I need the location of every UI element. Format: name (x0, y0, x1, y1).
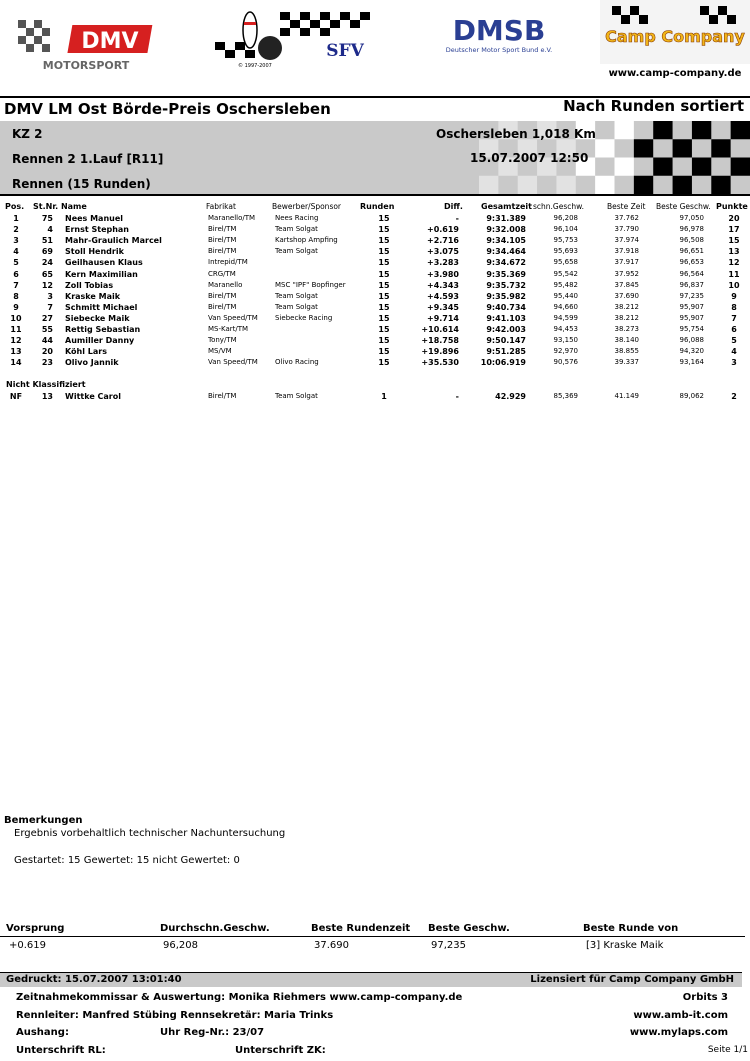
cell-points: 20 (728, 214, 740, 223)
table-row (0, 325, 750, 336)
cell-laps: 15 (378, 225, 390, 235)
cell-laps: 15 (378, 313, 390, 323)
cell-points: 12 (728, 258, 740, 268)
cell-start-number: 13 (41, 392, 53, 401)
col-pos: Pos. (5, 202, 25, 211)
cell-best-time: 38.855 (614, 347, 639, 356)
cell-best-speed: 96,837 (679, 280, 704, 289)
cell-points: 11 (728, 269, 740, 279)
col-diff: Diff. (444, 202, 463, 211)
dmsb-logo (440, 12, 558, 58)
cell-chassis: Birel/TM (208, 302, 237, 311)
cell-avg-speed: 90,576 (553, 358, 578, 367)
cell-laps: 15 (378, 358, 390, 368)
cell-avg-speed: 94,453 (553, 325, 578, 333)
cell-points: 17 (728, 225, 740, 235)
cell-total-time: 9:31.389 (486, 214, 526, 223)
cell-gap: +4.343 (426, 280, 459, 290)
cell-position: 9 (13, 302, 19, 312)
cell-best-speed: 97,235 (679, 291, 704, 300)
cell-best-speed: 95,754 (679, 325, 704, 333)
table-row (0, 292, 750, 303)
cell-driver-name: Olivo Jannik (65, 358, 119, 368)
cell-best-time: 37.952 (614, 269, 639, 278)
cell-best-time: 38.212 (614, 313, 639, 322)
sort-mode-label: Nach Runden sortiert (563, 97, 744, 115)
cell-avg-speed: 92,970 (553, 347, 578, 356)
cell-avg-speed: 95,658 (553, 258, 578, 267)
cell-best-time: 37.845 (614, 280, 639, 289)
cell-laps: 1 (381, 392, 387, 401)
cell-position: 1 (13, 214, 19, 223)
cell-driver-name: Aumiller Danny (65, 336, 135, 346)
cell-start-number: 44 (41, 336, 53, 346)
cell-best-time: 37.690 (614, 291, 639, 300)
table-row (0, 258, 750, 269)
summary-best-lap-by-label: Beste Runde von (583, 923, 679, 934)
race-officials: Rennleiter: Manfred Stübing Rennsekretär: Maria Trinks (16, 1010, 334, 1021)
sfv-copyright: © 1997-2007 (238, 63, 272, 69)
cell-driver-name: Nees Manuel (65, 214, 124, 223)
cell-points: 7 (731, 313, 737, 323)
event-title: DMV LM Ost Börde-Preis Oschersleben (4, 100, 331, 118)
timing-officials: Zeitnahmekommissar & Auswertung: Monika Riehmers www.camp-company.de (16, 992, 463, 1003)
cell-gap: +18.758 (421, 336, 459, 346)
cell-avg-speed: 96,208 (553, 214, 578, 222)
cell-best-time: 38.273 (614, 325, 639, 333)
cell-gap: +35.530 (421, 358, 459, 368)
amb-url: www.amb-it.com (633, 1010, 728, 1021)
cell-start-number: 75 (41, 214, 53, 223)
table-row (0, 270, 750, 281)
cell-avg-speed: 95,753 (553, 236, 578, 245)
cell-driver-name: Köhl Lars (65, 347, 107, 357)
cell-best-speed: 95,907 (679, 302, 704, 311)
cell-best-speed: 96,651 (679, 247, 704, 256)
race-datetime: 15.07.2007 12:50 (470, 151, 589, 165)
cell-position: 7 (13, 280, 19, 290)
cell-avg-speed: 95,693 (553, 247, 578, 256)
cell-position: 2 (13, 225, 19, 235)
summary-divider (0, 936, 745, 937)
cell-gap: +3.075 (426, 247, 459, 257)
camp-logo-text: Camp Company (605, 27, 745, 46)
summary-best-speed-value: 97,235 (431, 940, 466, 951)
cell-position: 10 (10, 313, 22, 323)
cell-total-time: 10:06.919 (480, 358, 526, 368)
cell-gap: +3.283 (426, 258, 459, 268)
cell-best-speed: 96,564 (679, 269, 704, 278)
table-row (0, 392, 750, 403)
cell-position: 6 (13, 269, 19, 279)
dmv-motorsport-logo (14, 10, 164, 72)
table-row (0, 225, 750, 236)
cell-best-speed: 89,062 (679, 392, 704, 400)
cell-points: 4 (731, 347, 737, 357)
table-row (0, 347, 750, 358)
cell-start-number: 7 (47, 302, 53, 312)
track-name: Oschersleben 1,018 Km (436, 127, 596, 141)
cell-best-time: 37.790 (614, 225, 639, 234)
cell-sponsor: Olivo Racing (275, 358, 319, 367)
cell-points: 2 (731, 392, 737, 401)
cell-best-speed: 97,050 (679, 214, 704, 222)
summary-lead-label: Vorsprung (6, 923, 65, 934)
cell-best-time: 37.762 (614, 214, 639, 222)
cell-start-number: 20 (41, 347, 53, 357)
race-name: Rennen 2 1.Lauf [R11] (12, 152, 164, 166)
cell-sponsor: Team Solgat (275, 225, 318, 234)
table-row (0, 336, 750, 347)
orbits-version: Orbits 3 (682, 992, 728, 1003)
cell-gap: - (455, 392, 459, 401)
col-sponsor: Bewerber/Sponsor (272, 202, 342, 211)
cell-total-time: 9:50.147 (486, 336, 526, 346)
cell-laps: 15 (378, 336, 390, 346)
summary-best-lap-label: Beste Rundenzeit (311, 923, 411, 934)
cell-start-number: 12 (41, 280, 53, 290)
printed-timestamp: Gedruckt: 15.07.2007 13:01:40 (6, 974, 182, 985)
cell-laps: 15 (378, 280, 390, 290)
cell-driver-name: Mahr-Graulich Marcel (65, 236, 162, 246)
cell-gap: +2.716 (426, 236, 459, 246)
cell-chassis: CRG/TM (208, 269, 236, 278)
cell-chassis: Van Speed/TM (208, 313, 258, 322)
cell-laps: 15 (378, 247, 390, 257)
cell-avg-speed: 95,482 (553, 280, 578, 289)
cell-chassis: Birel/TM (208, 392, 237, 400)
cell-best-speed: 96,088 (679, 336, 704, 345)
cell-position: 4 (13, 247, 19, 257)
cell-points: 15 (728, 236, 740, 246)
cell-driver-name: Schmitt Michael (65, 302, 138, 312)
cell-chassis: Van Speed/TM (208, 358, 258, 367)
cell-best-speed: 96,508 (679, 236, 704, 245)
registration-number: Uhr Reg-Nr.: 23/07 (160, 1027, 265, 1038)
cell-chassis: Birel/TM (208, 291, 237, 300)
cell-start-number: 24 (41, 258, 53, 268)
cell-start-number: 69 (41, 247, 53, 257)
cell-points: 5 (731, 336, 737, 346)
cell-start-number: 51 (41, 236, 53, 246)
cell-laps: 15 (378, 302, 390, 312)
cell-best-time: 37.918 (614, 247, 639, 256)
cell-total-time: 9:34.464 (486, 247, 526, 257)
cell-avg-speed: 85,369 (553, 392, 578, 400)
cell-best-time: 38.212 (614, 302, 639, 311)
cell-laps: 15 (378, 269, 390, 279)
cell-laps: 15 (378, 347, 390, 357)
cell-driver-name: Rettig Sebastian (65, 325, 141, 334)
cell-start-number: 55 (41, 325, 53, 334)
cell-laps: 15 (378, 325, 390, 334)
cell-points: 8 (731, 302, 737, 312)
cell-avg-speed: 96,104 (553, 225, 578, 234)
cell-gap: +19.896 (421, 347, 459, 357)
cell-total-time: 9:34.672 (486, 258, 526, 268)
cell-sponsor: Kartshop Ampfing (275, 236, 338, 245)
table-row (0, 358, 750, 369)
cell-chassis: Birel/TM (208, 236, 237, 245)
table-row (0, 303, 750, 314)
cell-points: 13 (728, 247, 740, 257)
summary-best-lap-value: 37.690 (314, 940, 349, 951)
cell-points: 3 (731, 358, 737, 368)
cell-avg-speed: 94,599 (553, 313, 578, 322)
cell-driver-name: Siebecke Maik (65, 313, 130, 323)
race-laps: Rennen (15 Runden) (12, 177, 151, 191)
starter-counts: Gestartet: 15 Gewertet: 15 nicht Gewertet: 0 (14, 855, 240, 866)
cell-position: 13 (10, 347, 22, 357)
col-avg-speed: schn.Geschw. (533, 202, 584, 211)
dmsb-logo-sub: Deutscher Motor Sport Bund e.V. (445, 46, 553, 54)
cell-laps: 15 (378, 214, 390, 223)
page-number: Seite 1/1 (707, 1045, 748, 1055)
cell-laps: 15 (378, 291, 390, 301)
summary-lead-value: +0.619 (9, 940, 47, 951)
cell-driver-name: Kraske Maik (65, 291, 121, 301)
license-note: Lizensiert für Camp Company GmbH (530, 974, 734, 985)
cell-sponsor: Team Solgat (275, 302, 318, 311)
dmsb-logo-text: DMSB (452, 14, 546, 47)
cell-points: 6 (731, 325, 737, 334)
sfv-logo-text: SFV (326, 41, 364, 61)
cell-start-number: 65 (41, 269, 53, 279)
cell-chassis: Intrepid/TM (208, 258, 248, 267)
cell-chassis: Birel/TM (208, 247, 237, 256)
summary-best-lap-by-value: [3] Kraske Maik (586, 940, 664, 951)
cell-sponsor: MSC "IPF" Bopfinger (275, 280, 346, 289)
cell-total-time: 9:35.732 (486, 280, 526, 290)
cell-position: 11 (10, 325, 22, 334)
cell-driver-name: Zoll Tobias (65, 280, 114, 290)
cell-gap: +10.614 (421, 325, 459, 334)
cell-best-time: 37.974 (614, 236, 639, 245)
cell-sponsor: Team Solgat (275, 247, 318, 256)
cell-avg-speed: 95,440 (553, 291, 578, 300)
col-points: Punkte (716, 202, 748, 211)
remarks-heading: Bemerkungen (4, 815, 83, 826)
camp-company-logo (600, 0, 750, 80)
cell-best-time: 38.140 (614, 336, 639, 345)
cell-points: 10 (728, 280, 740, 290)
cell-gap: - (455, 214, 459, 223)
cell-sponsor: Team Solgat (275, 392, 318, 400)
cell-best-speed: 96,978 (679, 225, 704, 234)
cell-chassis: Maranello/TM (208, 214, 256, 222)
dmv-logo-sub: MOTORSPORT (42, 59, 130, 72)
cell-best-speed: 94,320 (679, 347, 704, 356)
col-fabrikat: Fabrikat (206, 202, 236, 211)
cell-laps: 15 (378, 236, 390, 246)
cell-best-speed: 95,907 (679, 313, 704, 322)
cell-total-time: 9:35.369 (486, 269, 526, 279)
dmv-logo-text: DMV (81, 29, 139, 54)
summary-avg-value: 96,208 (163, 940, 198, 951)
cell-total-time: 9:51.285 (486, 347, 526, 357)
cell-driver-name: Wittke Carol (65, 392, 121, 401)
cell-avg-speed: 95,542 (553, 269, 578, 278)
posted-label: Aushang: (16, 1027, 69, 1038)
cell-total-time: 9:42.003 (486, 325, 526, 334)
signature-rl: Unterschrift RL: (16, 1045, 106, 1056)
col-best-speed: Beste Geschw. (656, 202, 711, 211)
cell-chassis: MS/VM (208, 347, 232, 356)
cell-gap: +9.345 (426, 302, 459, 312)
cell-avg-speed: 93,150 (553, 336, 578, 345)
cell-best-time: 41.149 (614, 392, 639, 400)
cell-chassis: Maranello (208, 280, 243, 289)
summary-avg-label: Durchschn.Geschw. (160, 923, 270, 934)
cell-position: 14 (10, 358, 22, 368)
cell-driver-name: Stoll Hendrik (65, 247, 124, 257)
cell-best-speed: 96,653 (679, 258, 704, 267)
col-laps: Runden (360, 202, 395, 211)
cell-chassis: Birel/TM (208, 225, 237, 234)
cell-sponsor: Team Solgat (275, 291, 318, 300)
cell-points: 9 (731, 291, 737, 301)
cell-chassis: Tony/TM (208, 336, 237, 345)
cell-total-time: 9:35.982 (486, 291, 526, 301)
cell-start-number: 4 (47, 225, 53, 235)
table-row (0, 214, 750, 225)
cell-chassis: MS-Kart/TM (208, 325, 249, 333)
cell-gap: +3.980 (426, 269, 459, 279)
cell-position: 5 (13, 258, 19, 268)
summary-best-speed-label: Beste Geschw. (428, 923, 510, 934)
table-row (0, 314, 750, 325)
cell-position: 12 (10, 336, 22, 346)
cell-start-number: 23 (41, 358, 53, 368)
cell-position: 3 (13, 236, 19, 246)
cell-total-time: 9:40.734 (486, 302, 526, 312)
cell-gap: +9.714 (426, 313, 459, 323)
cell-position: NF (9, 392, 23, 401)
table-row (0, 247, 750, 258)
cell-start-number: 3 (47, 291, 53, 301)
cell-total-time: 42.929 (495, 392, 526, 401)
col-best-time: Beste Zeit (607, 202, 646, 211)
mylaps-url: www.mylaps.com (629, 1027, 728, 1038)
cell-best-time: 39.337 (614, 358, 639, 367)
col-nr-name: St.Nr. Name (33, 202, 87, 211)
col-total-time: Gesamtzeit (481, 202, 532, 211)
cell-position: 8 (13, 291, 19, 301)
cell-sponsor: Siebecke Racing (275, 313, 333, 322)
cell-best-time: 37.917 (614, 258, 639, 267)
cell-best-speed: 93,164 (679, 358, 704, 367)
cell-laps: 15 (378, 258, 390, 268)
cell-driver-name: Geilhausen Klaus (65, 258, 143, 268)
class-name: KZ 2 (12, 127, 43, 141)
sfv-logo (210, 8, 385, 70)
cell-avg-speed: 94,660 (553, 302, 578, 311)
cell-start-number: 27 (41, 313, 53, 323)
cell-gap: +0.619 (426, 225, 459, 235)
cell-total-time: 9:34.105 (486, 236, 526, 246)
signature-zk: Unterschrift ZK: (235, 1045, 326, 1056)
remarks-text: Ergebnis vorbehaltlich technischer Nachuntersuchung (14, 828, 286, 839)
not-classified-heading: Nicht Klassifiziert (6, 380, 86, 389)
cell-gap: +4.593 (426, 291, 459, 301)
cell-total-time: 9:32.008 (486, 225, 526, 235)
cell-driver-name: Kern Maximilian (65, 269, 138, 279)
cell-driver-name: Ernst Stephan (65, 225, 130, 235)
table-row (0, 236, 750, 247)
camp-logo-url: www.camp-company.de (608, 68, 742, 79)
table-row (0, 281, 750, 292)
cell-sponsor: Nees Racing (275, 214, 319, 222)
cell-total-time: 9:41.103 (486, 313, 526, 323)
